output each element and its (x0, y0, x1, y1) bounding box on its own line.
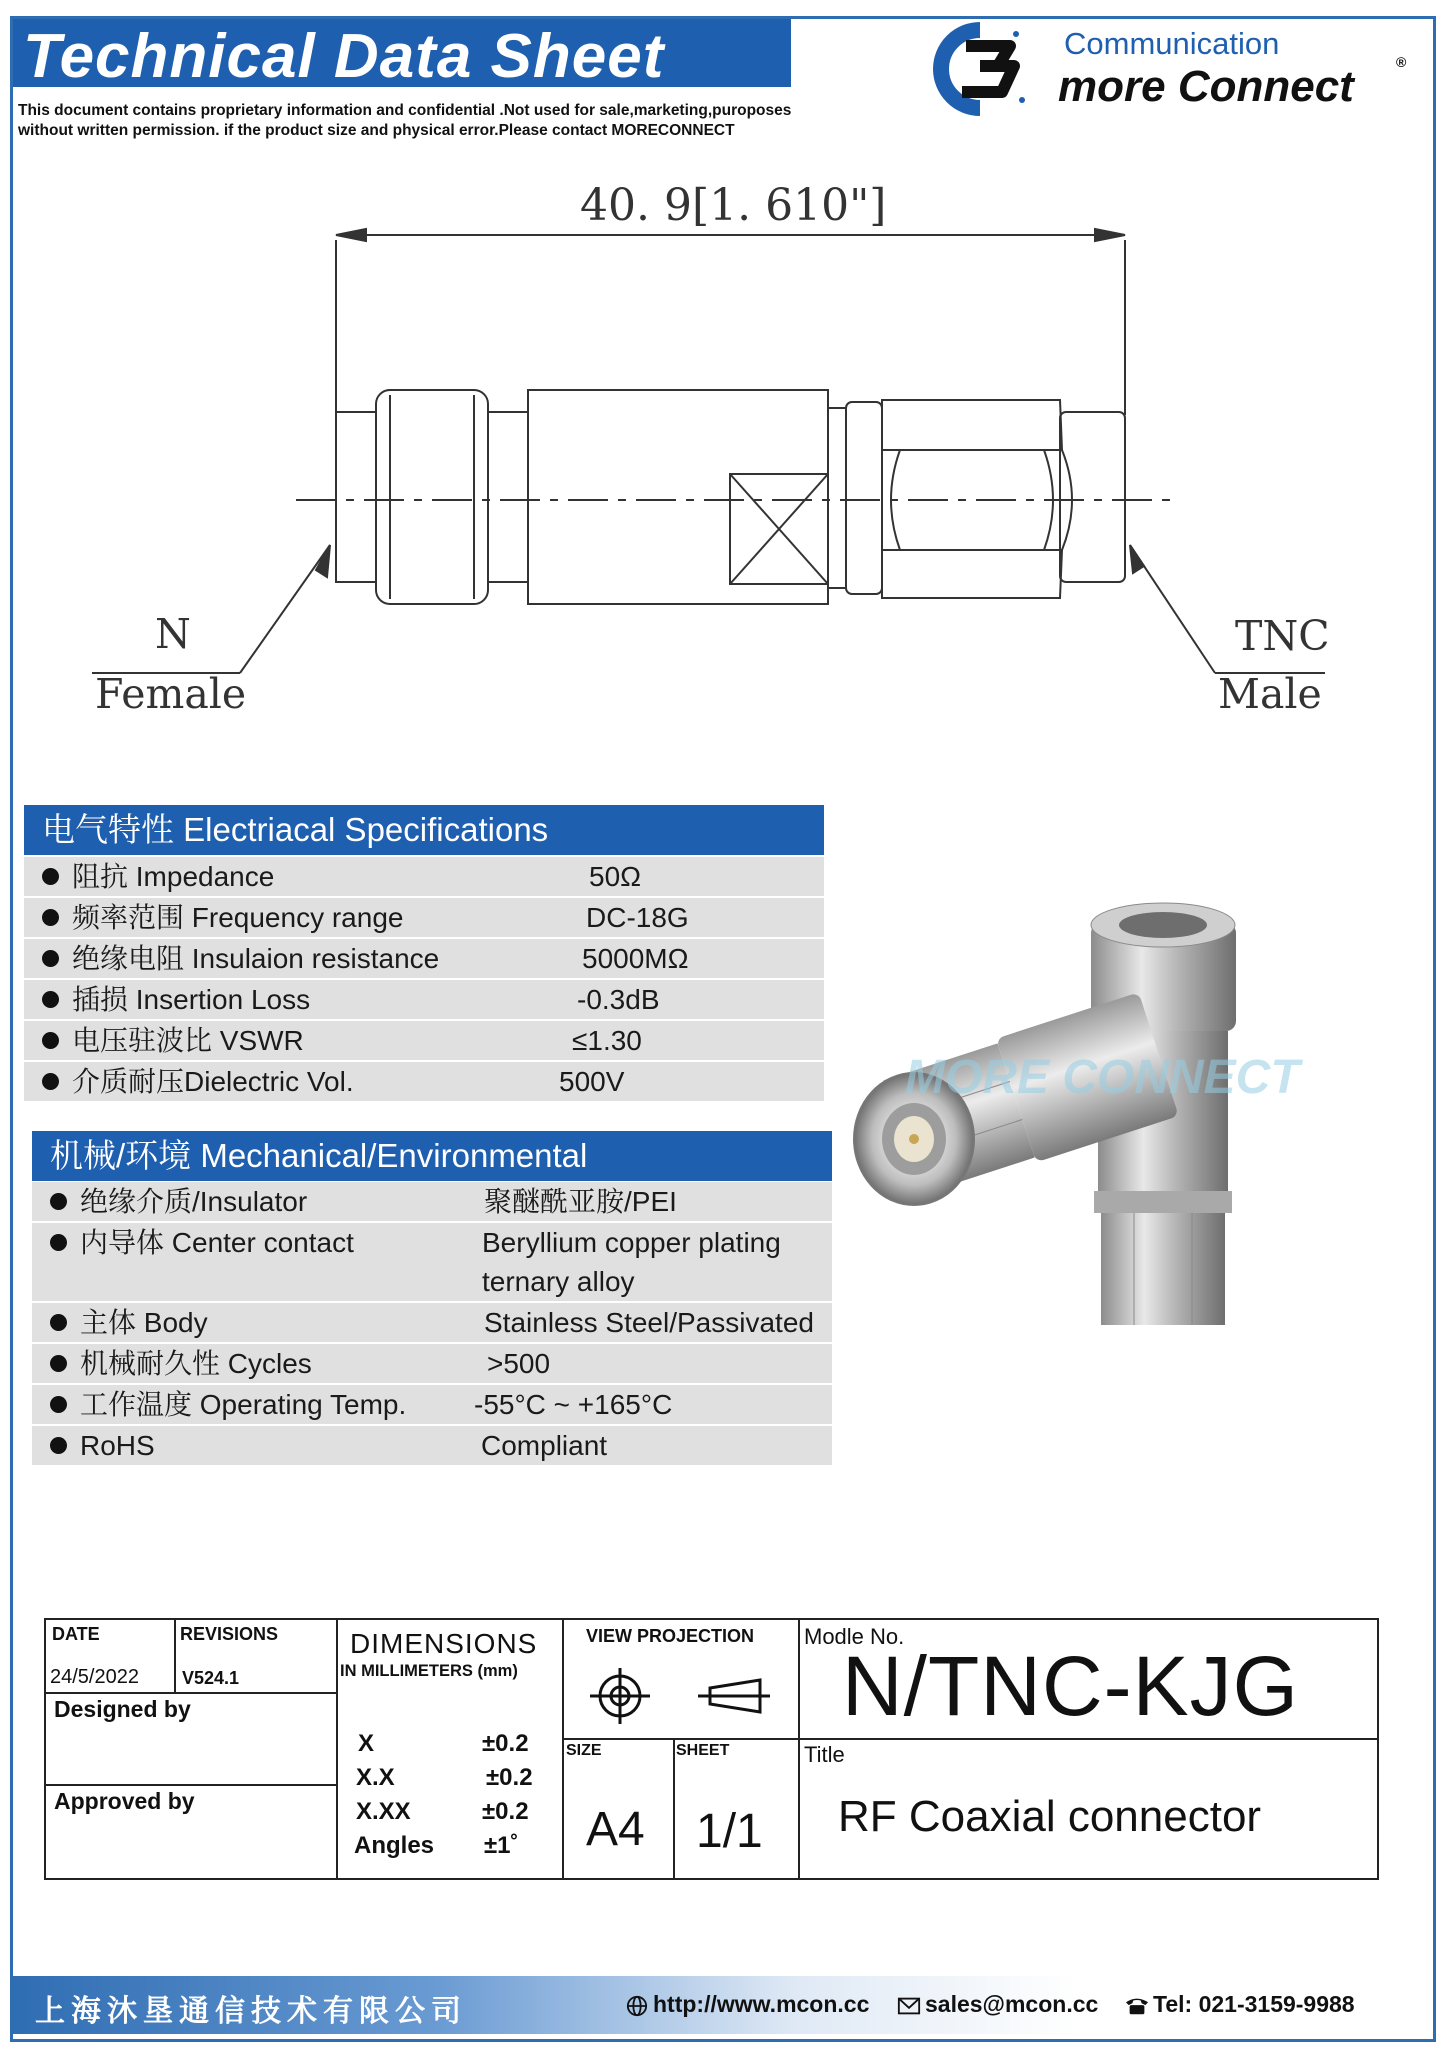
spec-value: 聚醚酰亚胺/PEI (484, 1186, 677, 1217)
spec-value: 5000MΩ (582, 943, 689, 974)
phone-contact (1125, 1991, 1355, 2018)
company-name: 上海沐垦通信技术有限公司 (35, 1995, 467, 2028)
spec-label: 绝缘介质/Insulator (80, 1186, 308, 1217)
right-end-gender: Male (1218, 670, 1322, 718)
bullet-icon (50, 1396, 67, 1413)
spec-row (32, 1223, 832, 1301)
mechanical-specs-header (32, 1131, 832, 1181)
product-title: RF Coaxial connector (838, 1792, 1262, 1841)
spec-label: 内导体 Center contact (80, 1227, 354, 1258)
title-label: Title (804, 1742, 845, 1767)
tolerance-key: Angles (354, 1832, 435, 1859)
divider (798, 1620, 800, 1878)
sheet-number: 1/1 (696, 1805, 763, 1858)
spec-label: 频率范围 Frequency range (72, 902, 404, 933)
tolerance-key: X.X (356, 1764, 395, 1791)
logo-wordmark: more Connect (1058, 62, 1354, 111)
spec-value: ≤1.30 (572, 1025, 642, 1056)
spec-row (24, 898, 824, 937)
divider (562, 1620, 564, 1878)
model-number: N/TNC-KJG (842, 1639, 1299, 1733)
right-end-type: TNC (1235, 612, 1330, 660)
sheet-label: SHEET (676, 1742, 730, 1759)
disclaimer (18, 101, 808, 141)
divider (562, 1738, 1377, 1740)
electrical-specs-title: 电气特性 Electriacal Specifications (42, 811, 549, 848)
divider (174, 1620, 176, 1692)
spec-value: Compliant (481, 1430, 608, 1461)
bullet-icon (42, 1032, 59, 1049)
spec-label: 介质耐压Dielectric Vol. (72, 1066, 354, 1097)
spec-label: RoHS (80, 1430, 155, 1461)
approved-by-label: Approved by (54, 1788, 195, 1814)
divider (46, 1692, 336, 1694)
view-projection-label: VIEW PROJECTION (586, 1626, 755, 1646)
globe-icon (625, 1995, 649, 2017)
spec-value (482, 1223, 781, 1301)
bullet-icon (50, 1314, 67, 1331)
spec-value-line-1: Beryllium copper plating (482, 1227, 781, 1258)
spec-value: -0.3dB (577, 984, 660, 1015)
spec-row (32, 1385, 832, 1424)
disclaimer-line-2: without written permission. if the product size and physical error.Please contact MORECONNECT (18, 122, 735, 139)
tolerance-value: ±0.2 (486, 1764, 533, 1791)
model-label: Modle No. (804, 1624, 905, 1649)
divider (336, 1620, 338, 1878)
tolerance-value: ±0.2 (482, 1730, 529, 1757)
spec-value: 50Ω (589, 861, 642, 892)
spec-row (32, 1303, 832, 1342)
phone-text: Tel: 021-3159-9988 (1153, 1991, 1355, 2017)
spec-value: DC-18G (586, 902, 689, 933)
electrical-specs-header (24, 805, 824, 855)
spec-value: >500 (487, 1348, 551, 1379)
spec-row (24, 1062, 824, 1101)
registered-mark: ® (1396, 54, 1407, 70)
page-title: Technical Data Sheet (23, 22, 665, 91)
paper-size: A4 (586, 1803, 645, 1856)
spec-row (24, 939, 824, 978)
spec-label: 电压驻波比 VSWR (72, 1025, 304, 1056)
revisions-label: REVISIONS (180, 1624, 279, 1644)
spec-label: 主体 Body (80, 1307, 208, 1338)
website-link[interactable] (625, 1991, 869, 2018)
left-end-gender: Female (95, 670, 247, 718)
dimensions-title: DIMENSIONS (350, 1628, 538, 1659)
logo-tagline: Communication (1064, 26, 1280, 61)
spec-row (24, 1021, 824, 1060)
date-value: 24/5/2022 (50, 1666, 139, 1688)
spec-label: 插损 Insertion Loss (72, 984, 311, 1015)
left-end-type: N (155, 610, 191, 658)
technical-drawing (0, 150, 1448, 730)
spec-label: 机械耐久性 Cycles (80, 1348, 312, 1379)
email-text: sales@mcon.cc (925, 1991, 1099, 2017)
logo-mark-icon (918, 22, 1038, 117)
tolerance-value: ±0.2 (482, 1798, 529, 1825)
bullet-icon (42, 991, 59, 1008)
spec-value-line-2: ternary alloy (482, 1266, 635, 1297)
bullet-icon (50, 1193, 67, 1210)
size-label: SIZE (566, 1742, 602, 1759)
footer-bar (13, 1976, 1433, 2034)
spec-row (24, 980, 824, 1019)
connector-outline-drawing (0, 150, 1448, 730)
spec-value: 500V (559, 1066, 625, 1097)
tolerance-key: X.XX (356, 1798, 411, 1825)
spec-row (32, 1182, 832, 1221)
spec-label: 阻抗 Impedance (72, 861, 275, 892)
mail-icon (897, 1995, 921, 2017)
spec-row (32, 1426, 832, 1465)
divider (673, 1738, 675, 1878)
divider (46, 1784, 336, 1786)
drawing-title-block (44, 1618, 1379, 1880)
title-banner (13, 19, 791, 91)
email-link[interactable] (897, 1991, 1098, 2018)
designed-by-label: Designed by (54, 1696, 191, 1722)
spec-label: 绝缘电阻 Insulaion resistance (72, 943, 440, 974)
spec-value: -55°C ~ +165°C (474, 1389, 673, 1420)
company-logo (918, 22, 1428, 117)
bullet-icon (50, 1437, 67, 1454)
mechanical-specs-title: 机械/环境 Mechanical/Environmental (50, 1137, 588, 1174)
spec-value: Stainless Steel/Passivated (484, 1307, 814, 1338)
disclaimer-line-1: This document contains proprietary information and confidential .Not used for sale,marketing,puroposes (18, 102, 792, 119)
tolerance-key: X (358, 1730, 375, 1757)
mechanical-specs-table (32, 1182, 832, 1467)
overall-length-dimension: 40. 9[1. 610"] (580, 180, 887, 231)
spec-row (32, 1344, 832, 1383)
revision-value: V524.1 (182, 1668, 240, 1688)
electrical-specs-table (24, 857, 824, 1103)
bullet-icon (42, 950, 59, 967)
tolerance-value: ±1˚ (484, 1832, 519, 1859)
spec-row (24, 857, 824, 896)
dimensions-unit: IN MILLIMETERS (mm) (340, 1662, 518, 1680)
date-label: DATE (52, 1624, 100, 1644)
bullet-icon (50, 1355, 67, 1372)
bullet-icon (42, 868, 59, 885)
bullet-icon (42, 1073, 59, 1090)
photo-watermark: MORE CONNECT (905, 1051, 1300, 1104)
spec-label: 工作温度 Operating Temp. (80, 1389, 407, 1420)
phone-icon (1125, 1995, 1149, 2017)
bullet-icon (42, 909, 59, 926)
bullet-icon (50, 1234, 67, 1251)
website-text: http://www.mcon.cc (653, 1991, 870, 2017)
first-angle-projection-icon (570, 1666, 780, 1726)
